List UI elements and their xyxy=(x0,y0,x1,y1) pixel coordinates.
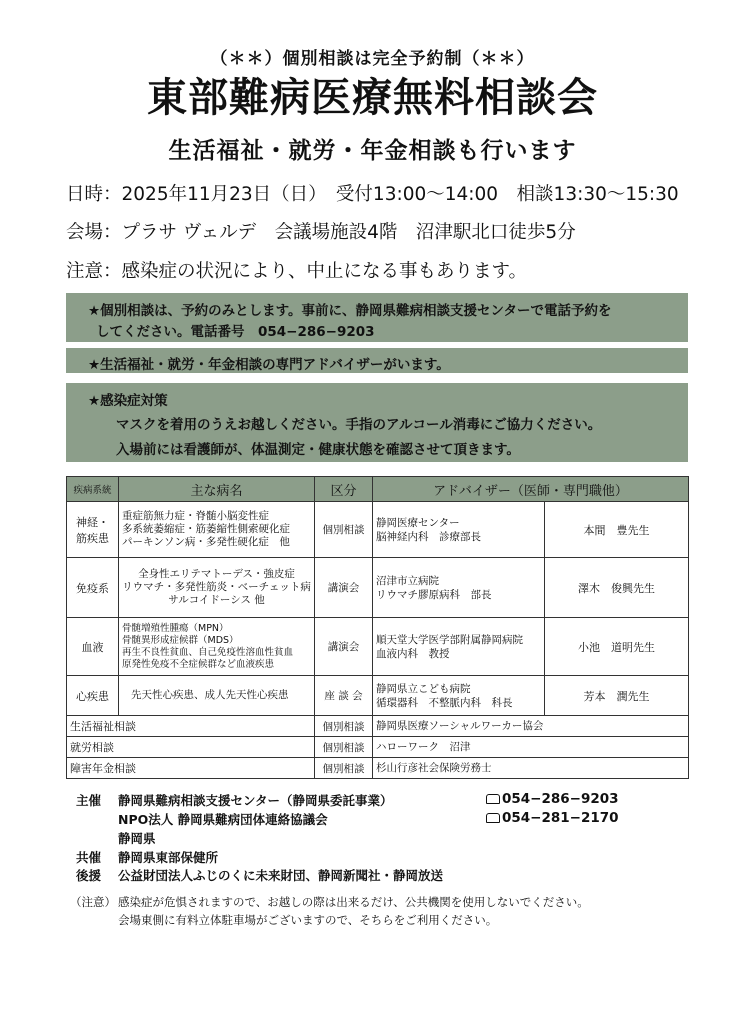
advisor-band xyxy=(66,348,688,373)
disease-line: 骨髄異形成症候群（MDS） xyxy=(122,634,239,646)
category-line: 筋疾患 xyxy=(76,531,109,545)
org-line: リウマチ膠原病科 部長 xyxy=(376,588,492,601)
header-kubun: 区分 xyxy=(315,477,373,502)
notes-line-2: 会場東側に有料立体駐車場がございますので、そちらをご利用ください。 xyxy=(118,913,498,927)
header-category: 疾病系統 xyxy=(67,477,119,502)
date-value: 2025年11月23日（日） 受付13:00〜14:00 相談13:30〜15:30 xyxy=(121,184,679,205)
phone-icon xyxy=(486,794,500,804)
host-organization-2: NPO法人 静岡県難病団体連絡協議会 xyxy=(118,812,328,827)
disease-line: パーキンソン病・多発性硬化症 他 xyxy=(122,536,290,548)
support-organizations: 公益財団法人ふじのくに未来財団、静岡新聞社・静岡放送 xyxy=(118,868,444,883)
phone-icon xyxy=(486,813,500,823)
org-line: 静岡医療センター xyxy=(376,516,460,529)
host-label: 主催 xyxy=(76,793,102,808)
row-category: 免疫系 xyxy=(67,558,119,618)
row-doctor: 小池 道明先生 xyxy=(545,618,689,676)
table-row xyxy=(67,716,689,737)
venue-line xyxy=(66,218,576,244)
phone-2 xyxy=(486,810,619,826)
row-doctor: 芳本 潤先生 xyxy=(545,676,689,716)
consultation-table xyxy=(66,476,689,779)
disease-line: 原発性免疫不全症候群など血液疾患 xyxy=(122,658,275,670)
row-doctor: 澤木 俊興先生 xyxy=(545,558,689,618)
org-line: 脳神経内科 診療部長 xyxy=(376,530,481,543)
row-organization xyxy=(373,676,545,716)
phone-1 xyxy=(486,791,619,807)
advisor-band-line1: ★生活福祉・就労・年金相談の専門アドバイザーがいます。 xyxy=(88,357,450,373)
venue-label: 会場： xyxy=(66,222,122,243)
row-diseases xyxy=(119,502,315,558)
category-line: 神経・ xyxy=(76,515,109,529)
reservation-band-line2: してください。電話番号 054−286−9203 xyxy=(96,324,375,340)
row-kubun: 個別相談 xyxy=(315,758,373,779)
caution-line xyxy=(66,257,527,283)
notes-label: （注意） xyxy=(70,895,116,909)
row-organization xyxy=(373,558,545,618)
support-label: 後援 xyxy=(76,868,102,883)
reservation-band-line1: ★個別相談は、予約のみとします。事前に、静岡県難病相談支援センターで電話予約を xyxy=(88,303,612,319)
row-category: 血液 xyxy=(67,618,119,676)
phone-number-2: 054−281−2170 xyxy=(502,810,619,826)
extra-consult-name: 障害年金相談 xyxy=(67,758,315,779)
row-kubun: 個別相談 xyxy=(315,716,373,737)
infection-band xyxy=(66,383,688,462)
row-diseases xyxy=(119,558,315,618)
header-disease: 主な病名 xyxy=(119,477,315,502)
infection-band-line3: 入場前には看護師が、体温測定・健康状態を確認させて頂きます。 xyxy=(116,442,520,458)
row-doctor: 本間 豊先生 xyxy=(545,502,689,558)
cohost-organization: 静岡県東部保健所 xyxy=(118,850,219,865)
host-organization-1: 静岡県難病相談支援センター（静岡県委託事業） xyxy=(118,793,393,808)
table-row xyxy=(67,676,689,716)
row-category xyxy=(67,502,119,558)
disease-line: 骨髄増殖性腫瘍（MPN） xyxy=(122,622,229,634)
infection-band-heading: ★感染症対策 xyxy=(88,393,168,409)
extra-consult-name: 就労相談 xyxy=(67,737,315,758)
disease-line: 全身性エリテマトーデス・強皮症 xyxy=(138,568,295,580)
row-organization: ハローワーク 沼津 xyxy=(373,737,689,758)
row-category: 心疾患 xyxy=(67,676,119,716)
row-kubun: 講演会 xyxy=(315,618,373,676)
table-row xyxy=(67,502,689,558)
date-line xyxy=(66,180,679,206)
org-line: 静岡県立こども病院 xyxy=(376,682,471,695)
row-organization xyxy=(373,618,545,676)
table-row xyxy=(67,737,689,758)
disease-line: 多系統萎縮症・筋萎縮性側索硬化症 xyxy=(122,523,290,535)
extra-consult-name: 生活福祉相談 xyxy=(67,716,315,737)
page-title: 東部難病医療無料相談会 xyxy=(147,75,598,121)
disease-line: リウマチ・多発性筋炎・ベーチェット病 xyxy=(122,581,311,593)
row-diseases: 先天性心疾患、成人先天性心疾患 xyxy=(119,676,315,716)
date-label: 日時： xyxy=(66,184,122,205)
reservation-band xyxy=(66,293,688,342)
header-advisor: アドバイザー（医師・専門職他） xyxy=(373,477,689,502)
row-diseases xyxy=(119,618,315,676)
row-organization xyxy=(373,502,545,558)
disease-line: サルコイドーシス 他 xyxy=(168,594,265,606)
disease-line: 再生不良性貧血、自己免疫性溶血性貧血 xyxy=(122,646,294,658)
host-organization-3: 静岡県 xyxy=(118,831,156,846)
row-kubun: 個別相談 xyxy=(315,502,373,558)
page-subtitle: 生活福祉・就労・年金相談も行います xyxy=(168,138,577,164)
phone-number-1: 054−286−9203 xyxy=(502,791,619,807)
org-line: 沼津市立病院 xyxy=(376,574,439,587)
cohost-label: 共催 xyxy=(76,850,102,865)
venue-value: プラサ ヴェルデ 会議場施設4階 沼津駅北口徒歩5分 xyxy=(121,222,576,243)
row-organization: 杉山行彦社会保険労務士 xyxy=(373,758,689,779)
row-organization: 静岡県医療ソーシャルワーカー協会 xyxy=(373,716,689,737)
caution-value: 感染症の状況により、中止になる事もあります。 xyxy=(121,261,528,282)
row-kubun: 講演会 xyxy=(315,558,373,618)
reservation-note: （＊＊）個別相談は完全予約制（＊＊） xyxy=(210,49,535,69)
row-kubun: 個別相談 xyxy=(315,737,373,758)
org-line: 血液内科 教授 xyxy=(376,647,450,660)
disease-line: 重症筋無力症・脊髄小脳変性症 xyxy=(122,510,269,522)
infection-band-line2: マスクを着用のうえお越しください。手指のアルコール消毒にご協力ください。 xyxy=(116,417,602,433)
org-line: 順天堂大学医学部附属静岡病院 xyxy=(376,633,523,646)
caution-label: 注意： xyxy=(66,261,122,282)
table-row xyxy=(67,618,689,676)
org-line: 循環器科 不整脈内科 科長 xyxy=(376,696,513,709)
table-row xyxy=(67,758,689,779)
table-row xyxy=(67,558,689,618)
table-header-row xyxy=(67,477,689,502)
row-kubun: 座 談 会 xyxy=(315,676,373,716)
notes-line-1: 感染症が危惧されますので、お越しの際は出来るだけ、公共機関を使用しないでください。 xyxy=(118,895,589,909)
